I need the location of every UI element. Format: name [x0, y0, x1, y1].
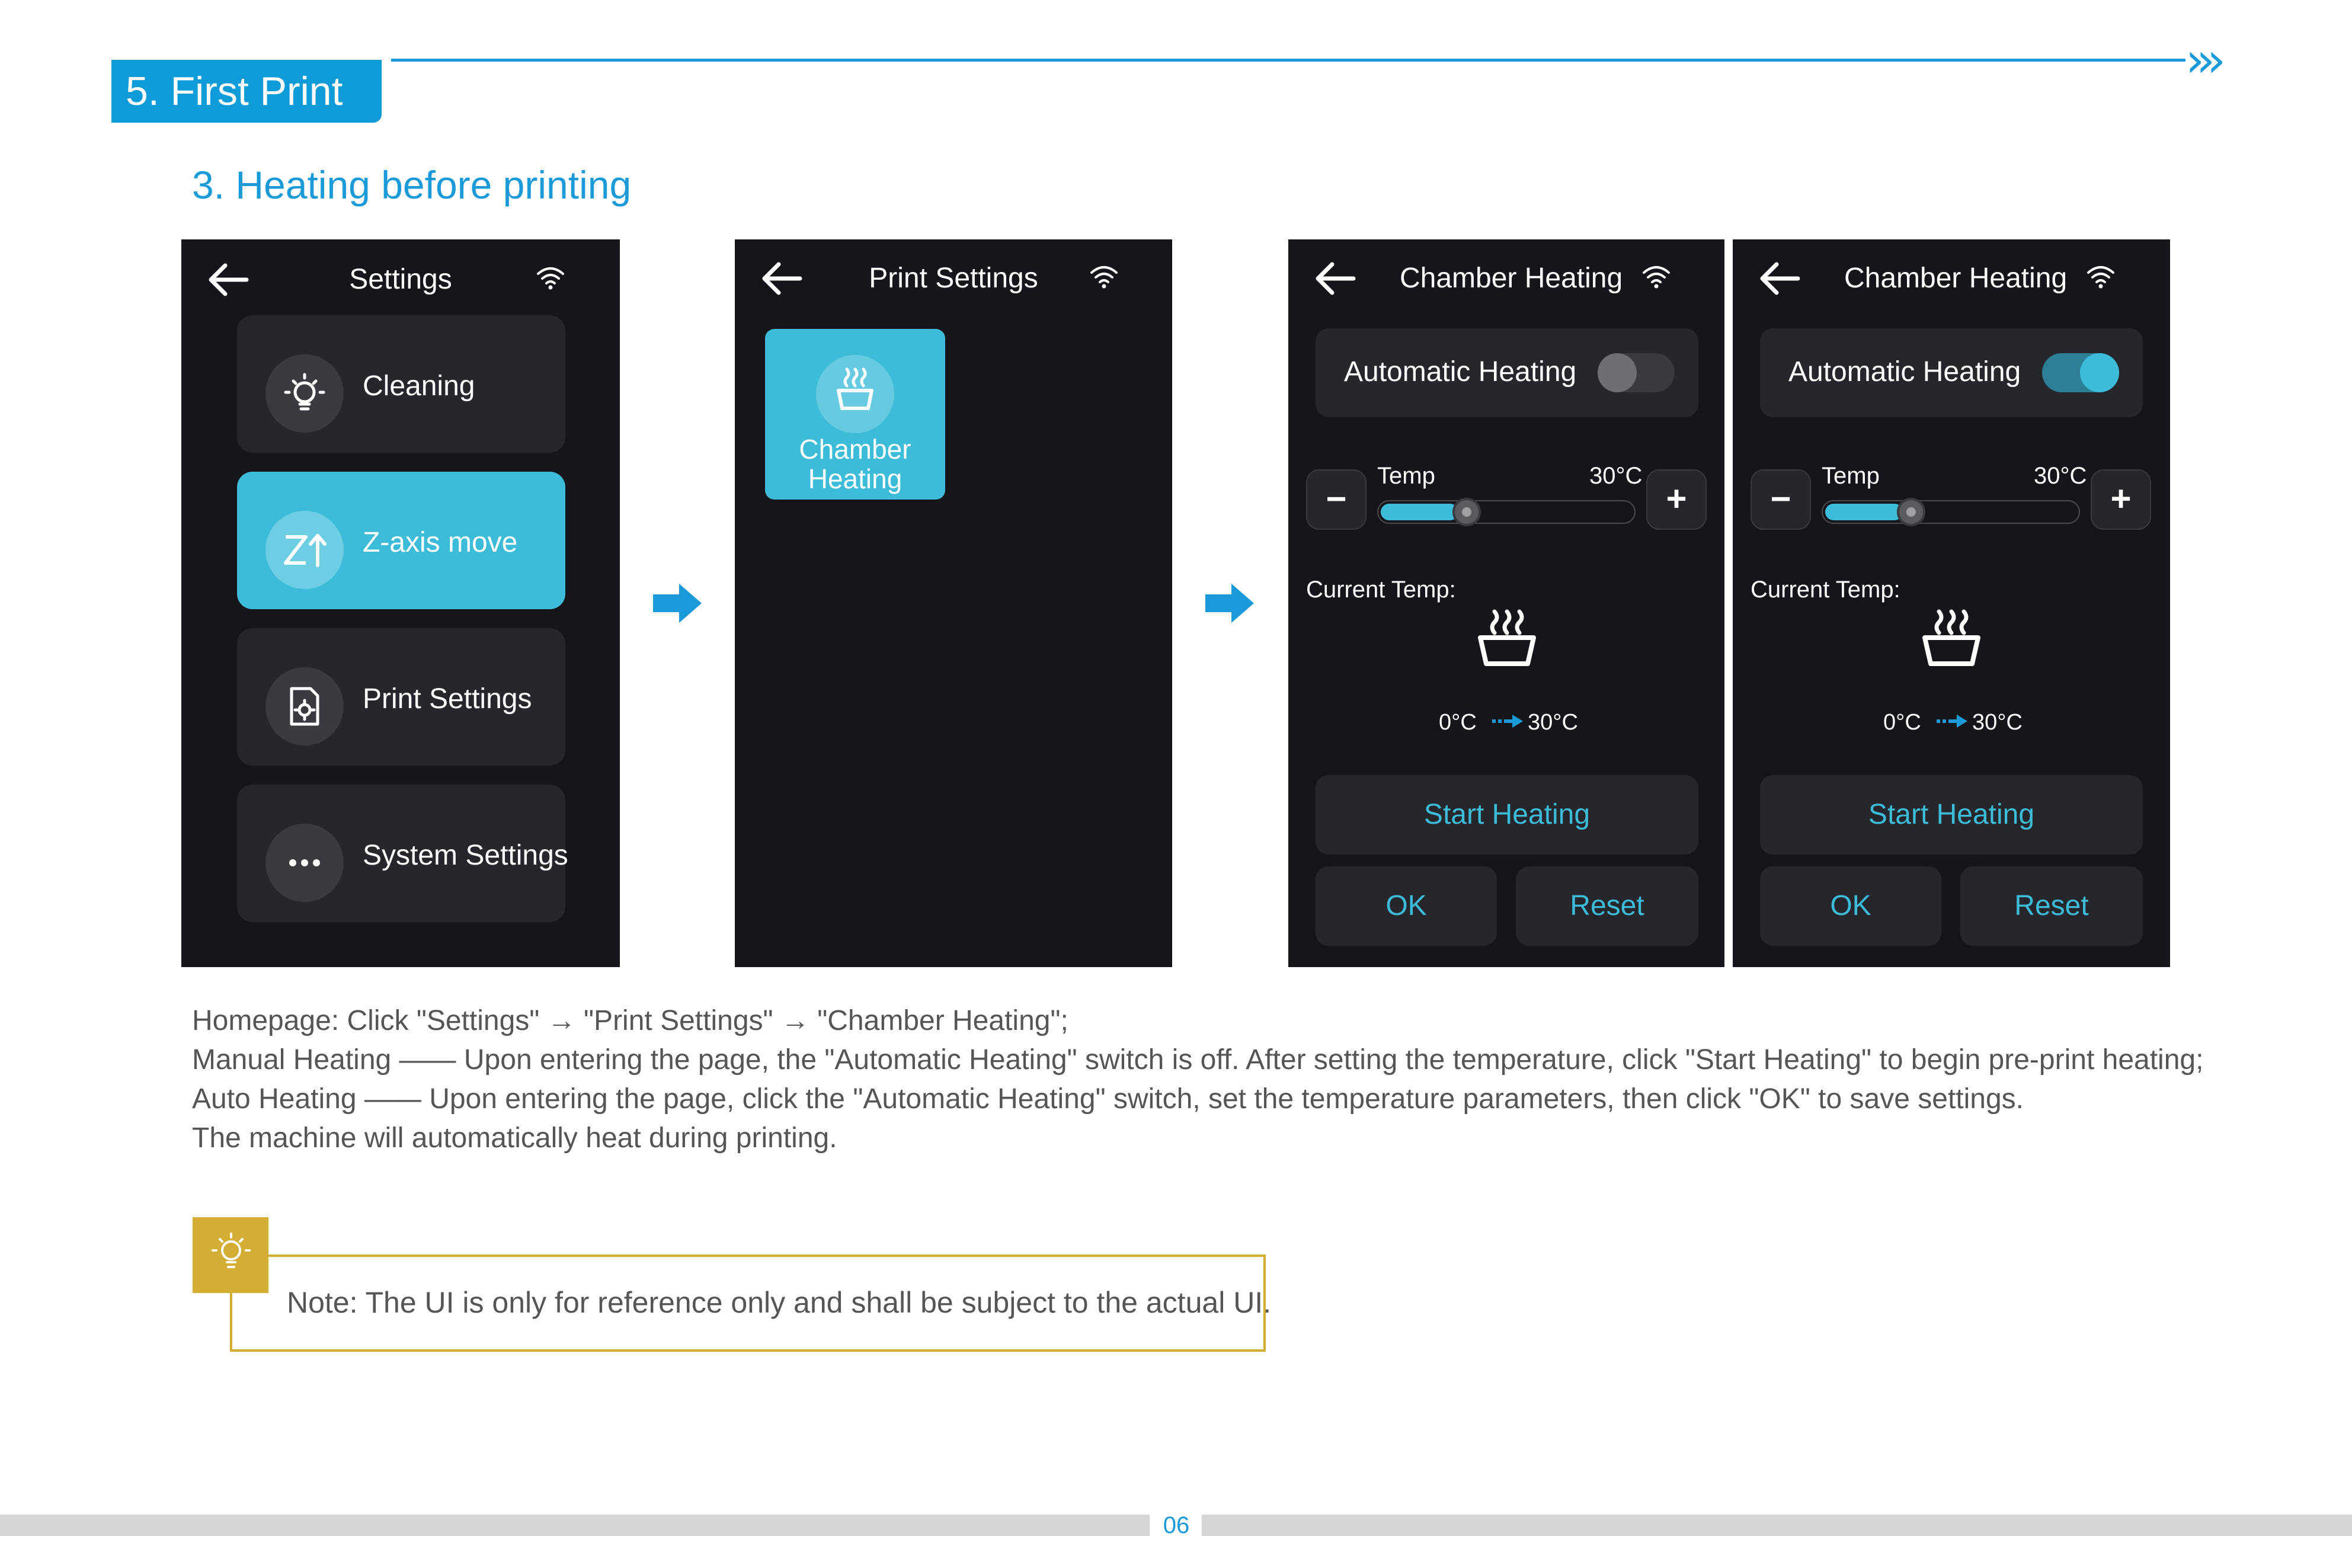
temp-value: 30°C [2034, 463, 2087, 489]
wifi-icon [536, 265, 565, 290]
wifi-icon [2086, 264, 2116, 289]
toggle-knob [1598, 353, 1637, 392]
settings-item-z-axis-move[interactable] [237, 472, 565, 609]
current-temp-label: Current Temp: [1751, 577, 1900, 603]
chamber-heating-tile[interactable] [765, 329, 945, 500]
subsection-title: 3. Heating before printing [192, 163, 632, 207]
to-temp: 30°C [1972, 710, 2023, 735]
settings-item-system-settings[interactable] [237, 785, 568, 922]
temp-value: 30°C [1589, 463, 1643, 489]
gear-document-icon [265, 667, 344, 745]
arrow-right-icon [652, 583, 703, 624]
back-arrow-icon[interactable] [1756, 261, 1801, 296]
description-line: The machine will automatically heat during printing. [192, 1122, 837, 1154]
description-line: Homepage: Click "Settings" → "Print Settings" → "Chamber Heating"; [192, 1005, 1068, 1036]
settings-item-label: System Settings [363, 840, 568, 871]
footer-bar-left [0, 1515, 1150, 1536]
reset-button[interactable]: Reset [1516, 866, 1698, 946]
note-text: Note: The UI is only for reference only and shall be subject to the actual UI. [287, 1286, 1272, 1319]
chevrons-right-icon: ››› [2185, 33, 2217, 88]
temp-increase-button[interactable]: + [2091, 469, 2151, 530]
wifi-icon [1641, 264, 1671, 289]
settings-screen [181, 239, 620, 967]
settings-item-label: Z-axis move [363, 527, 518, 558]
screen-title: Chamber Heating [1844, 263, 2068, 294]
z-axis-icon [265, 511, 344, 589]
temp-decrease-button[interactable]: − [1751, 469, 1811, 530]
automatic-heating-label: Automatic Heating [1788, 356, 2021, 388]
screen-title: Print Settings [869, 263, 1038, 294]
temp-label: Temp [1377, 463, 1435, 489]
description-line: Manual Heating —— Upon entering the page, the "Automatic Heating" switch is off. After setting the temperature, click "Start Heating" to begin pre-print heating; [192, 1044, 2204, 1076]
toggle-knob [2080, 353, 2119, 392]
current-temp-label: Current Temp: [1306, 577, 1456, 603]
automatic-heating-row [1316, 328, 1698, 417]
start-heating-button[interactable]: Start Heating [1760, 775, 2143, 855]
description-line: Auto Heating —— Upon entering the page, click the "Automatic Heating" switch, set the temperature parameters, then click "OK" to save settings. [192, 1083, 2024, 1115]
heater-icon [815, 354, 895, 434]
slider-handle[interactable] [1897, 498, 1925, 526]
start-heating-button[interactable]: Start Heating [1316, 775, 1698, 855]
automatic-heating-label: Automatic Heating [1344, 356, 1577, 388]
temp-increase-button[interactable]: + [1646, 469, 1707, 530]
lightbulb-icon [265, 354, 344, 433]
from-temp: 0°C [1439, 710, 1477, 735]
tile-label-line2: Heating [808, 463, 903, 494]
heater-icon [1919, 607, 1984, 672]
from-temp: 0°C [1883, 710, 1921, 735]
footer-bar-right [1202, 1515, 2352, 1536]
slider-fill [1825, 504, 1903, 520]
temp-decrease-button[interactable]: − [1306, 469, 1367, 530]
automatic-heating-row [1760, 328, 2143, 417]
ok-button[interactable]: OK [1316, 866, 1497, 946]
screen-title: Settings [349, 264, 452, 295]
heater-icon [1474, 607, 1540, 672]
slider-fill [1381, 504, 1458, 520]
slider-handle[interactable] [1452, 498, 1481, 526]
chamber-heating-screen-manual [1288, 239, 1724, 967]
ok-button[interactable]: OK [1760, 866, 1941, 946]
back-arrow-icon[interactable] [1312, 261, 1357, 296]
page-number: 06 [1163, 1512, 1190, 1538]
lightbulb-icon [193, 1217, 268, 1293]
header-rule [391, 59, 2185, 62]
arrow-right-icon [1937, 713, 1969, 729]
tile-label [765, 434, 945, 494]
screen-title: Chamber Heating [1400, 263, 1623, 294]
reset-button[interactable]: Reset [1960, 866, 2143, 946]
settings-item-cleaning[interactable] [237, 315, 565, 453]
more-dots-icon [265, 824, 344, 902]
arrow-right-icon [1492, 713, 1524, 729]
automatic-heating-toggle[interactable] [2042, 353, 2119, 392]
settings-item-print-settings[interactable] [237, 628, 565, 766]
wifi-icon [1089, 264, 1119, 289]
temp-slider[interactable] [1822, 500, 2080, 524]
arrow-right-icon [1204, 583, 1255, 624]
section-title: 5. First Print [111, 60, 382, 123]
tile-label-line1: Chamber [799, 434, 911, 465]
temp-slider[interactable] [1377, 500, 1636, 524]
automatic-heating-toggle[interactable] [1598, 353, 1675, 392]
chamber-heating-screen-auto [1733, 239, 2170, 967]
settings-item-label: Print Settings [363, 683, 532, 715]
to-temp: 30°C [1528, 710, 1578, 735]
settings-item-label: Cleaning [363, 370, 475, 402]
temp-label: Temp [1822, 463, 1880, 489]
